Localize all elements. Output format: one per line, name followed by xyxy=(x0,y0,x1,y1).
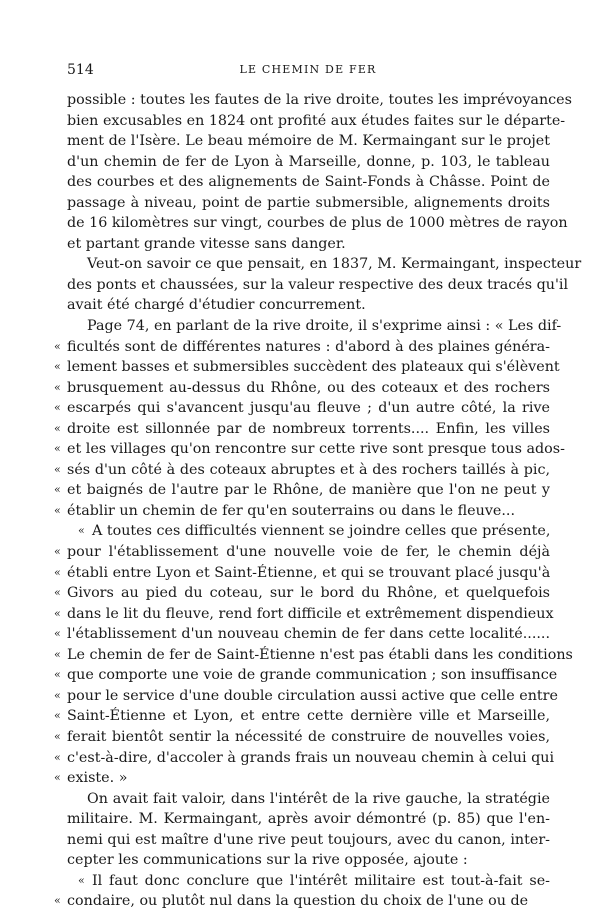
quote-mark: « xyxy=(54,709,61,723)
line-text: des ponts et chaussées, sur la valeur respective des deux tracés qu'il xyxy=(67,276,569,293)
text-line xyxy=(54,275,569,296)
line-text: nemi qui est maître d'une rive peut toujours, avec du canon, inter- xyxy=(67,831,550,848)
text-line xyxy=(54,378,550,399)
quote-mark: « xyxy=(54,442,61,456)
text-line xyxy=(54,563,550,584)
text-line xyxy=(54,645,573,666)
quote-mark: « xyxy=(54,339,61,353)
quote-mark: « xyxy=(54,729,61,743)
line-text: militaire. M. Kermaingant, après avoir démontré (p. 85) que l'en- xyxy=(67,811,550,828)
body-text xyxy=(54,90,582,912)
running-title: LE CHEMIN DE FER xyxy=(239,63,377,76)
line-text: brusquement au-dessus du Rhône, ou des coteaux et des rochers xyxy=(67,379,550,396)
text-line xyxy=(54,419,550,440)
quote-mark: « xyxy=(54,750,61,764)
line-text: On avait fait valoir, dans l'intérêt de la rive gauche, la stratégie xyxy=(87,790,550,807)
line-text: ferait bientôt sentir la nécessité de construire de nouvelles voies, xyxy=(67,728,550,745)
quote-mark: « xyxy=(54,668,61,682)
quote-mark: « xyxy=(54,688,61,702)
line-text: pour l'établissement d'une nouvelle voie de fer, le chemin déjà xyxy=(67,544,550,561)
line-text: bien excusables en 1824 ont profité aux études faites sur le départe- xyxy=(67,112,566,129)
text-line xyxy=(54,254,582,275)
line-text: cepter les communications sur la rive opposée, ajoute : xyxy=(67,852,468,869)
line-text: Veut-on savoir ce que pensait, en 1837, M. Kermaingant, inspecteur xyxy=(87,256,582,273)
page-number: 514 xyxy=(67,62,94,78)
line-text: établi entre Lyon et Saint-Étienne, et qui se trouvant placé jusqu'à xyxy=(67,564,551,581)
text-line xyxy=(54,213,568,234)
text-line xyxy=(54,789,550,810)
line-text: que comporte une voie de grande communication ; son insuffisance xyxy=(67,667,558,684)
line-text: ment de l'Isère. Le beau mémoire de M. Kermaingant sur le projet xyxy=(67,133,550,150)
line-text: pour le service d'une double circulation aussi active que celle entre xyxy=(67,687,558,704)
line-text: dans le lit du fleuve, rend fort difficile et extrêmement dispendieux xyxy=(67,605,554,622)
line-text: et baignés de l'autre par le Rhône, de manière que l'on ne peut y xyxy=(67,482,550,499)
text-line xyxy=(54,706,550,727)
text-line xyxy=(54,90,572,111)
text-line xyxy=(54,234,550,255)
text-line xyxy=(54,172,550,193)
text-line xyxy=(54,398,550,419)
quote-mark: « xyxy=(54,503,61,517)
quote-mark: « xyxy=(54,380,61,394)
text-line xyxy=(54,295,550,316)
text-line xyxy=(54,521,550,542)
text-line xyxy=(54,850,550,871)
text-line xyxy=(54,193,550,214)
text-line xyxy=(54,748,555,769)
line-text: passage à niveau, point de partie submersible, alignements droits xyxy=(67,194,550,211)
line-text: Il faut donc conclure que l'intérêt militaire est tout-à-fait se- xyxy=(92,872,550,889)
line-text: lement basses et submersibles succèdent des plateaux qui s'élèvent xyxy=(67,359,560,376)
text-line xyxy=(54,830,550,851)
quote-mark: « xyxy=(54,421,61,435)
text-line xyxy=(54,357,560,378)
quote-mark: « xyxy=(54,565,61,579)
text-line xyxy=(54,604,554,625)
text-line xyxy=(54,809,550,830)
line-text: Saint-Étienne et Lyon, et entre cette dernière ville et Marseille, xyxy=(67,708,550,725)
quote-mark: « xyxy=(78,524,85,538)
line-text: ficultés sont de différentes natures : d'abord à des plaines généra- xyxy=(67,338,550,355)
text-line xyxy=(54,891,550,912)
text-line xyxy=(54,460,550,481)
line-text: A toutes ces difficultés viennent se joindre celles que présente, xyxy=(92,523,551,540)
text-line xyxy=(54,439,565,460)
line-text: condaire, ou plutôt nul dans la question du choix de l'une ou de xyxy=(67,893,529,910)
quote-mark: « xyxy=(54,647,61,661)
page-header xyxy=(67,62,549,82)
quote-mark: « xyxy=(54,401,61,415)
line-text: l'établissement d'un nouveau chemin de fer dans cette localité...... xyxy=(67,626,550,643)
line-text: des courbes et des alignements de Saint-Fonds à Châsse. Point de xyxy=(67,174,550,191)
text-line xyxy=(54,727,550,748)
text-line xyxy=(54,583,550,604)
quote-mark: « xyxy=(54,483,61,497)
quote-mark: « xyxy=(54,360,61,374)
line-text: d'un chemin de fer de Lyon à Marseille, donne, p. 103, le tableau xyxy=(67,153,550,170)
text-line xyxy=(54,768,550,789)
line-text: et partant grande vitesse sans danger. xyxy=(67,235,346,252)
line-text: escarpés qui s'avancent jusqu'au fleuve ; d'un autre côté, la rive xyxy=(67,400,550,417)
line-text: possible : toutes les fautes de la rive droite, toutes les imprévoyances xyxy=(67,92,572,108)
text-line xyxy=(54,501,550,522)
line-text: existe. » xyxy=(67,770,128,787)
quote-mark: « xyxy=(54,627,61,641)
quote-mark: « xyxy=(54,894,61,908)
line-text: établir un chemin de fer qu'en souterrains ou dans le fleuve... xyxy=(67,502,516,519)
text-line xyxy=(54,480,550,501)
text-line xyxy=(54,152,550,173)
text-line xyxy=(54,337,550,358)
text-line xyxy=(54,624,550,645)
quote-mark: « xyxy=(54,606,61,620)
line-text: sés d'un côté à des coteaux abruptes et à des rochers taillés à pic, xyxy=(67,461,550,478)
quote-mark: « xyxy=(54,545,61,559)
text-line xyxy=(54,111,566,132)
text-line xyxy=(54,131,550,152)
quote-mark: « xyxy=(78,873,85,887)
line-text: et les villages qu'on rencontre sur cette rive sont presque tous ados- xyxy=(67,441,565,458)
line-text: Givors au pied du coteau, sur le bord du Rhône, et quelquefois xyxy=(67,585,550,602)
quote-mark: « xyxy=(54,771,61,785)
text-line xyxy=(54,665,558,686)
line-text: Le chemin de fer de Saint-Étienne n'est pas établi dans les conditions xyxy=(67,646,573,663)
text-line xyxy=(54,686,558,707)
line-text: avait été chargé d'étudier concurrement. xyxy=(67,297,366,314)
text-line xyxy=(54,542,550,563)
text-line xyxy=(54,871,550,892)
line-text: de 16 kilomètres sur vingt, courbes de plus de 1000 mètres de rayon xyxy=(67,215,568,232)
line-text: c'est-à-dire, d'accoler à grands frais un nouveau chemin à celui qui xyxy=(67,749,555,766)
text-line xyxy=(54,316,562,337)
quote-mark: « xyxy=(54,462,61,476)
line-text: droite est sillonnée par de nombreux torrents.... Enfin, les villes xyxy=(67,420,550,437)
line-text: Page 74, en parlant de la rive droite, il s'exprime ainsi : « Les dif- xyxy=(87,318,562,335)
quote-mark: « xyxy=(54,586,61,600)
